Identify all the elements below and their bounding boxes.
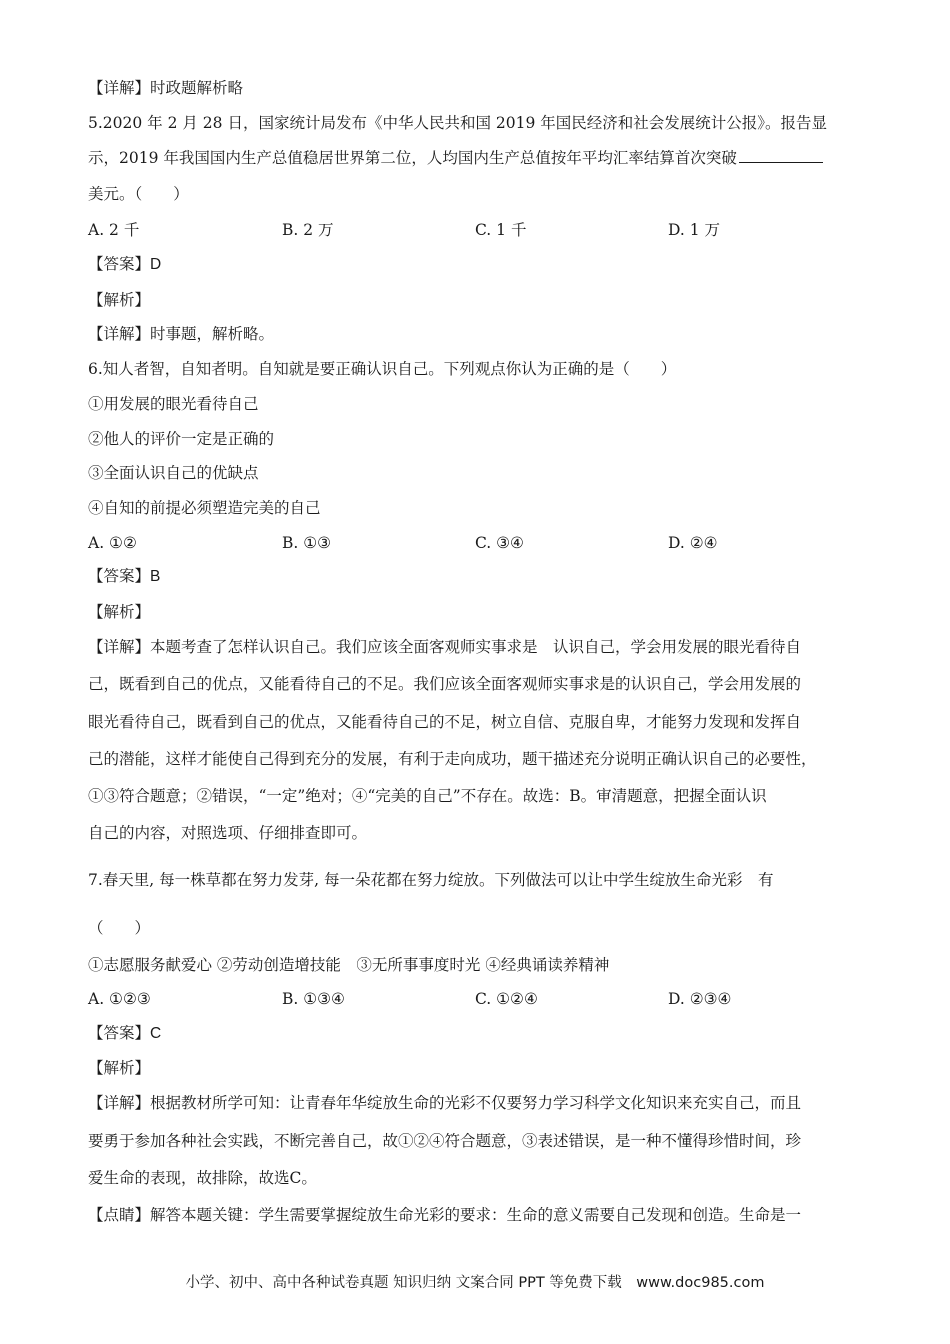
q6-option-c: C. ③④ <box>475 534 524 552</box>
question-5-text: 示，2019 年我国国内生产总值稳居世界第二位，人均国内生产总值按年平均汇率结算首次突破 <box>88 149 737 167</box>
q5-option-a: A. 2 千 <box>88 221 140 239</box>
q5-option-d: D. 1 万 <box>668 221 721 239</box>
q7-explanation-2: 要勇于参加各种社会实践，不断完善自己，故①②④符合题意，③表述错误，是一种不懂得珍惜时间，珍 <box>88 1132 802 1150</box>
q6-explanation-3: 眼光看待自己，既看到自己的优点，又能看待自己的不足，树立自信、克服自卑，才能努力发现和发挥自 <box>88 713 802 731</box>
q6-statement-4: ④自知的前提必须塑造完美的自己 <box>88 499 321 517</box>
q6-option-b: B. ①③ <box>282 534 332 552</box>
q6-analysis-heading: 【解析】 <box>88 603 151 621</box>
question-7-stem: 7.春天里, 每一株草都在努力发芽, 每一朵花都在努力绽放。下列做法可以让中学生绽放生命光彩 有 <box>88 871 774 889</box>
q5-option-b: B. 2 万 <box>282 221 334 239</box>
q7-key-point: 【点睛】解答本题关键：学生需要掌握绽放生命光彩的要求：生命的意义需要自己发现和创造。生命是一 <box>88 1206 802 1224</box>
q7-explanation-1: 【详解】根据教材所学可知：让青春年华绽放生命的光彩不仅要努力学习科学文化知识来充实自己，而且 <box>88 1094 802 1112</box>
explanation-line: 【详解】时政题解析略 <box>88 79 244 97</box>
q6-statement-3: ③全面认识自己的优缺点 <box>88 464 259 482</box>
q6-explanation-5: ①③符合题意；②错误，“一定”绝对；④“完美的自己”不存在。故选：B。审清题意，把握全面认识 <box>88 787 767 805</box>
q5-option-c: C. 1 千 <box>475 221 527 239</box>
q7-explanation-3: 爱生命的表现，故排除，故选C。 <box>88 1169 317 1187</box>
q6-answer: 【答案】B <box>88 568 161 585</box>
q7-option-a: A. ①②③ <box>88 990 151 1008</box>
q5-answer: 【答案】D <box>88 256 162 273</box>
q7-option-b: B. ①③④ <box>282 990 345 1008</box>
question-5-stem-end: 美元。（ ） <box>88 185 189 203</box>
q5-explanation: 【详解】时事题，解析略。 <box>88 325 275 343</box>
question-5-stem: 5.2020 年 2 月 28 日，国家统计局发布《中华人民共和国 2019 年国民经济和社会发展统计公报》。报告显 <box>88 114 828 132</box>
q6-option-d: D. ②④ <box>668 534 718 552</box>
q7-analysis-heading: 【解析】 <box>88 1059 151 1077</box>
q6-explanation-4: 己的潜能，这样才能使自己得到充分的发展，有利于走向成功，题干描述充分说明正确认识自己的必要性， <box>88 750 817 768</box>
question-7-stem-end: （ ） <box>88 919 151 937</box>
q6-explanation-2: 己，既看到自己的优点，又能看待自己的不足。我们应该全面客观师实事求是的认识自己，学会用发展的 <box>88 675 802 693</box>
q6-explanation-6: 自己的内容，对照选项、仔细排查即可。 <box>88 824 368 842</box>
q6-statement-1: ①用发展的眼光看待自己 <box>88 395 259 413</box>
question-5-stem-cont <box>88 148 823 168</box>
q6-explanation-1: 【详解】本题考查了怎样认识自己。我们应该全面客观师实事求是 认识自己，学会用发展的眼光看待自 <box>88 638 802 656</box>
q7-statements: ①志愿服务献爱心 ②劳动创造增技能 ③无所事事度时光 ④经典诵读养精神 <box>88 956 610 974</box>
q7-option-d: D. ②③④ <box>668 990 732 1008</box>
question-6-stem: 6.知人者智，自知者明。自知就是要正确认识自己。下列观点你认为正确的是（ ） <box>88 360 677 378</box>
q6-option-a: A. ①② <box>88 534 137 552</box>
q6-statement-2: ②他人的评价一定是正确的 <box>88 430 275 448</box>
q7-option-c: C. ①②④ <box>475 990 538 1008</box>
q7-answer: 【答案】C <box>88 1025 162 1042</box>
answer-blank <box>739 148 823 163</box>
q5-analysis-heading: 【解析】 <box>88 291 151 309</box>
page-footer: 小学、初中、高中各种试卷真题 知识归纳 文案合同 PPT 等免费下载 www.doc985.com <box>185 1275 765 1291</box>
